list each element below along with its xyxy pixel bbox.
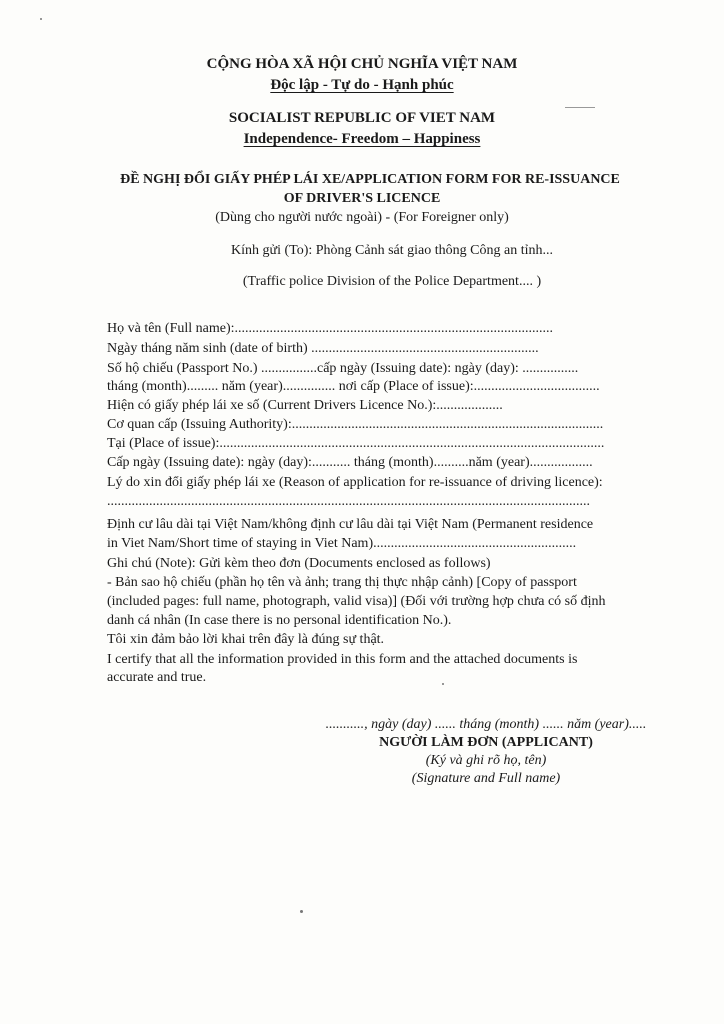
form-title-line1: ĐỀ NGHỊ ĐỔI GIẤY PHÉP LÁI XE/APPLICATION FORM FOR RE-ISSUANCE (120, 172, 620, 187)
field-date-of-birth[interactable]: Ngày tháng năm sinh (date of birth) ................................................................. (107, 341, 539, 356)
en-motto: Independence- Freedom – Happiness (243, 131, 481, 147)
vn-motto: Độc lập - Tự do - Hạnh phúc (270, 77, 454, 93)
note-line: Ghi chú (Note): Gửi kèm theo đơn (Documents enclosed as follows) (107, 556, 491, 571)
field-issuing-authority[interactable]: Cơ quan cấp (Issuing Authority):......................................................................................... (107, 417, 604, 432)
scan-mark (565, 107, 595, 108)
field-passport-issue[interactable]: tháng (month)......... năm (year)............... nơi cấp (Place of issue):.................................... (107, 379, 600, 394)
residence-line2[interactable]: in Viet Nam/Short time of staying in Viet Nam).......................................................... (107, 536, 577, 551)
sign-instruction-en: (Signature and Full name) (411, 771, 561, 786)
signature-date-line[interactable]: ..........., ngày (day) ...... tháng (month) ...... năm (year)..... (325, 717, 647, 732)
field-full-name[interactable]: Họ và tên (Full name):........................................................................................... (107, 321, 554, 336)
applicant-label: NGƯỜI LÀM ĐƠN (APPLICANT) (379, 735, 593, 750)
scan-speck (40, 18, 42, 20)
field-current-licence[interactable]: Hiện có giấy phép lái xe số (Current Drivers Licence No.):................... (107, 398, 503, 413)
en-country-name: SOCIALIST REPUBLIC OF VIET NAM (228, 110, 496, 126)
certify-vn: Tôi xin đảm bảo lời khai trên đây là đúng sự thật. (107, 632, 385, 647)
recipient-line: Kính gửi (To): Phòng Cảnh sát giao thông Công an tỉnh... (231, 243, 553, 258)
form-title-line2: OF DRIVER'S LICENCE (283, 191, 441, 206)
residence-line1: Định cư lâu dài tại Việt Nam/không định cư lâu dài tại Việt Nam (Permanent residence (107, 517, 594, 532)
note-item-line1: - Bản sao hộ chiếu (phần họ tên và ảnh; trang thị thực nhập cảnh) [Copy of passport (107, 575, 577, 590)
field-place-of-issue[interactable]: Tại (Place of issue):.............................................................................................................. (107, 436, 605, 451)
note-item-line2: (included pages: full name, photograph, valid visa)] (Đối với trường hợp chưa có số định (107, 594, 606, 609)
field-issuing-date[interactable]: Cấp ngày (Issuing date): ngày (day):........... tháng (month)..........năm (year).................. (107, 455, 593, 470)
sign-instruction-vn: (Ký và ghi rõ họ, tên) (425, 753, 547, 768)
certify-en-line2: accurate and true. (107, 670, 207, 685)
vn-country-name: CỘNG HÒA XÃ HỘI CHỦ NGHĨA VIỆT NAM (206, 56, 518, 72)
field-passport-no[interactable]: Số hộ chiếu (Passport No.) ................cấp ngày (Issuing date): ngày (day): ................ (107, 361, 579, 376)
scan-speck (442, 683, 444, 685)
certify-en-line1: I certify that all the information provided in this form and the attached documents is (107, 652, 578, 667)
recipient-line-en: (Traffic police Division of the Police Department.... ) (242, 274, 542, 289)
field-reason-input[interactable]: .......................................................................................................................................... (107, 494, 590, 509)
scan-speck (300, 910, 303, 913)
note-item-line3: danh cá nhân (In case there is no personal identification No.). (107, 613, 452, 628)
form-subtitle: (Dùng cho người nước ngoài) - (For Foreigner only) (215, 210, 509, 225)
field-reason-label: Lý do xin đổi giấy phép lái xe (Reason of application for re-issuance of driving licence): (107, 475, 603, 490)
